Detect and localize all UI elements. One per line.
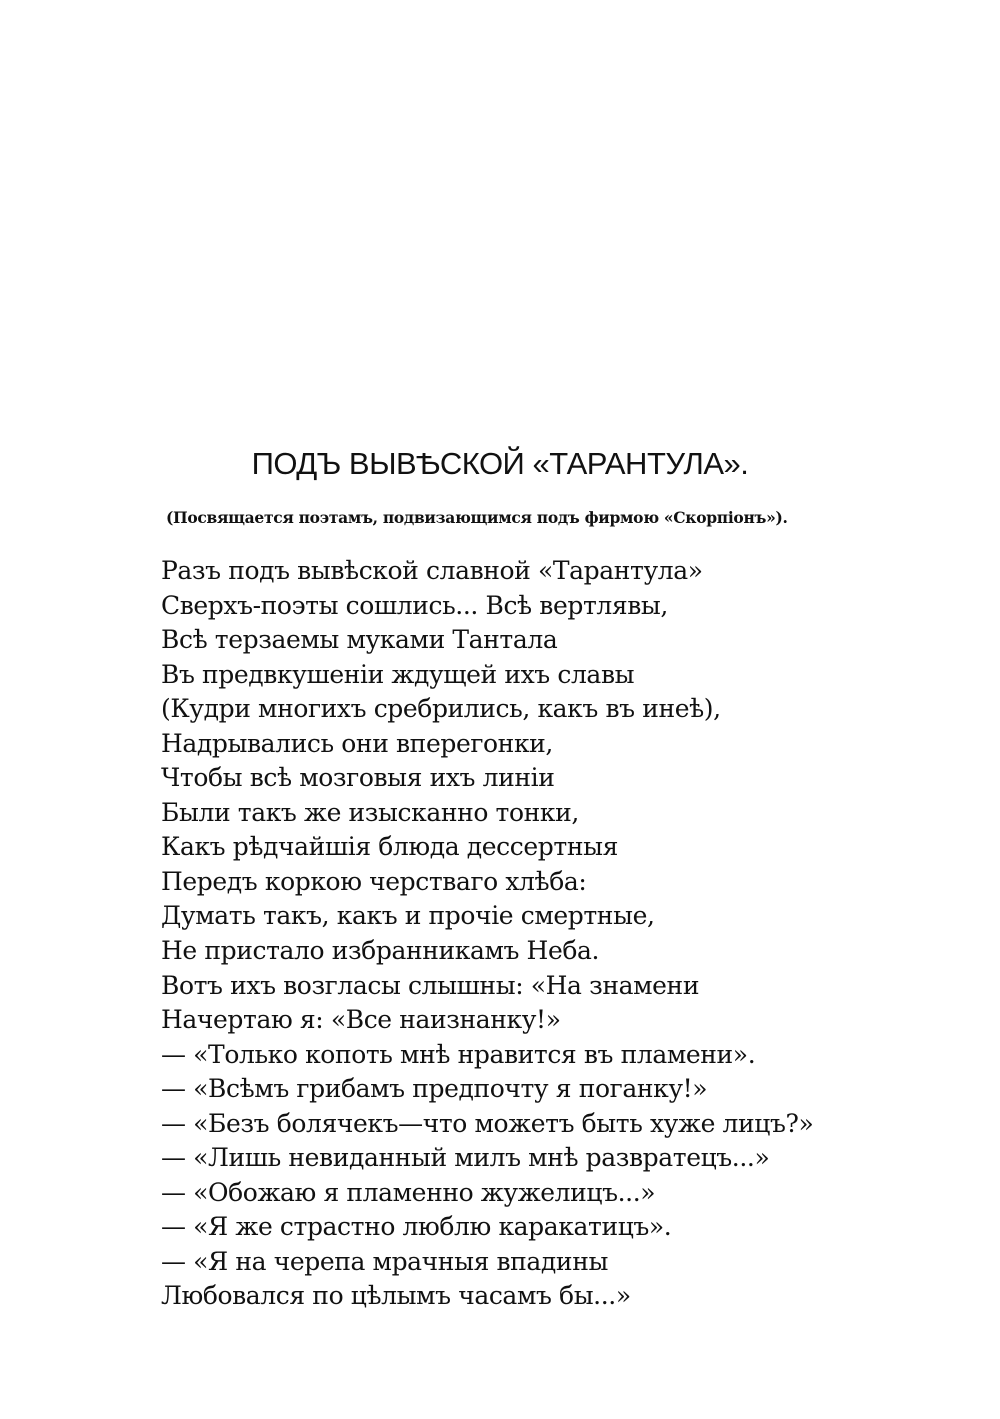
poem-line: — «Только копоть мнѣ нравится въ пламени». — [161, 1039, 756, 1069]
poem-dedication: (Посвящается поэтамъ, подвизающимся подъ фирмою «Скорпіонъ»). — [166, 508, 788, 527]
poem-line: Всѣ терзаемы муками Тантала — [161, 625, 558, 655]
poem-line: Начертаю я: «Все наизнанку!» — [161, 1005, 561, 1035]
poem-line: Не пристало избранникамъ Неба. — [161, 936, 600, 966]
poem-line: Въ предвкушеніи ждущей ихъ славы — [161, 659, 635, 689]
poem-line: Чтобы всѣ мозговыя ихъ линіи — [161, 763, 555, 793]
poem-line: Разъ подъ вывѣской славной «Тарантула» — [161, 556, 703, 585]
poem-line: — «Безъ болячекъ—что можетъ быть хуже лицъ?» — [161, 1108, 814, 1138]
poem-line: — «Всѣмъ грибамъ предпочту я поганку!» — [161, 1074, 708, 1104]
poem-line: — «Я на черепа мрачныя впадины — [161, 1246, 608, 1276]
poem-title: ПОДЪ ВЫВѢСКОЙ «ТАРАНТУЛА». — [251, 446, 749, 481]
poem-line: Были такъ же изысканно тонки, — [161, 797, 579, 827]
poem-line: Думать такъ, какъ и прочіе смертные, — [161, 901, 655, 931]
poem-line: — «Лишь невиданный милъ мнѣ развратецъ...» — [161, 1143, 770, 1173]
poem-line: Вотъ ихъ возгласы слышны: «На знамени — [161, 970, 700, 1000]
poem-body — [161, 554, 881, 1314]
poem-line: Какъ рѣдчайшія блюда дессертныя — [161, 832, 618, 862]
poem-line: Надрывались они вперегонки, — [161, 728, 553, 758]
poem-line: Передъ коркою черстваго хлѣба: — [161, 866, 587, 896]
poem-line: Сверхъ-поэты сошлись... Всѣ вертлявы, — [161, 590, 668, 620]
poem-line: (Кудри многихъ сребрились, какъ въ инеѣ), — [161, 694, 721, 724]
poem-line: — «Обожаю я пламенно жужелицъ...» — [161, 1177, 656, 1207]
poem-line: Любовался по цѣлымъ часамъ бы...» — [161, 1281, 631, 1311]
poem-line: — «Я же страстно люблю каракатицъ». — [161, 1212, 672, 1242]
